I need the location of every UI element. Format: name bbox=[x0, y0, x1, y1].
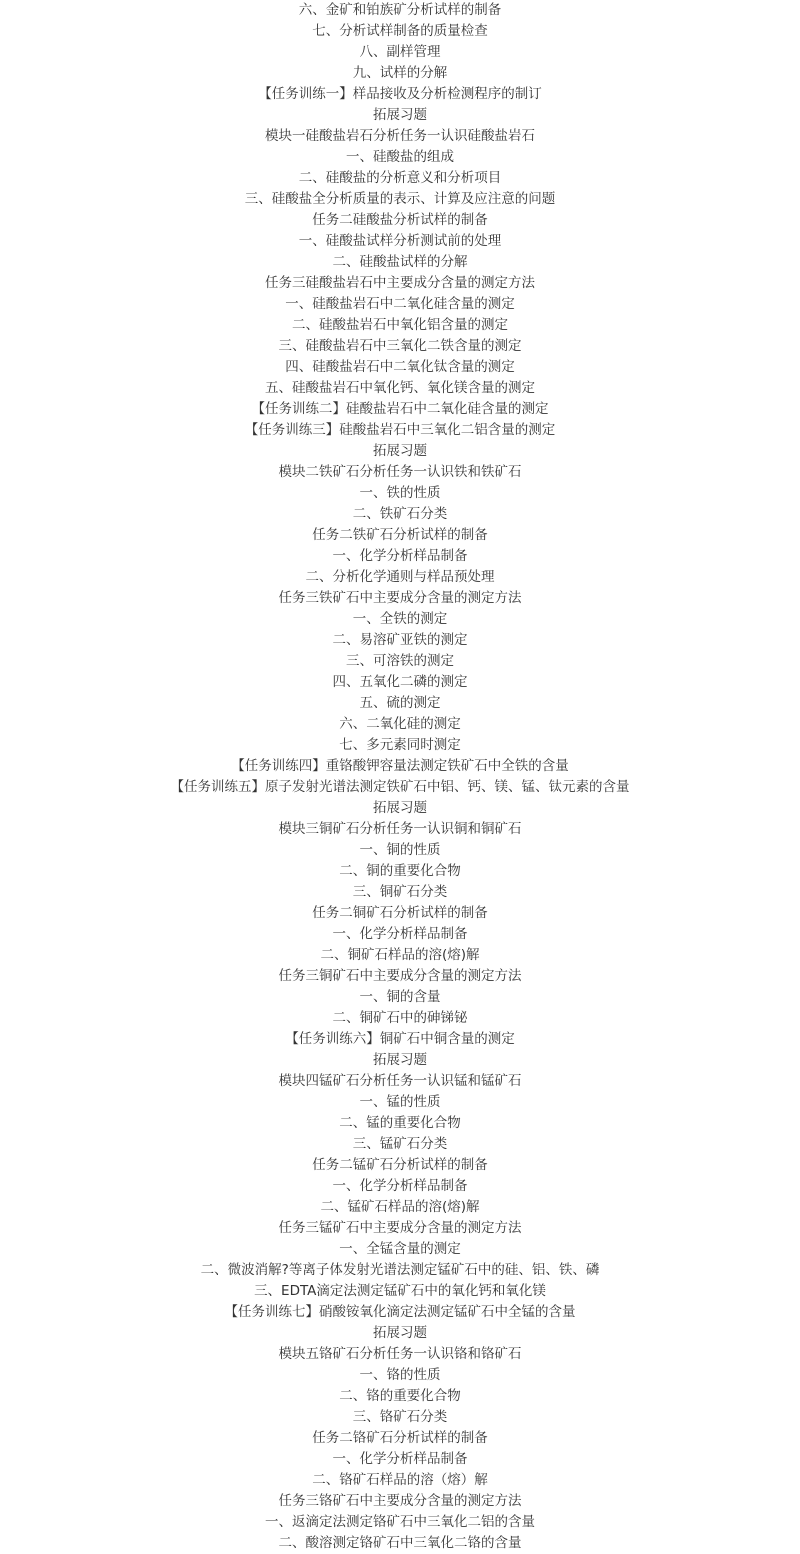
toc-item: 二、铬的重要化合物 bbox=[339, 1388, 461, 1404]
toc-item: 一、铜的性质 bbox=[359, 842, 441, 858]
toc-item: 【任务训练一】样品接收及分析检测程序的制订 bbox=[258, 86, 542, 102]
toc-item: 三、EDTA滴定法测定锰矿石中的氧化钙和氧化镁 bbox=[254, 1283, 546, 1299]
toc-item: 六、金矿和铂族矿分析试样的制备 bbox=[298, 2, 502, 18]
toc-item: 任务二硅酸盐分析试样的制备 bbox=[312, 212, 488, 228]
toc-item: 任务二铬矿石分析试样的制备 bbox=[312, 1430, 488, 1446]
toc-item: 二、铜矿石样品的溶(熔)解 bbox=[320, 947, 480, 963]
toc-item: 一、全铁的测定 bbox=[352, 611, 448, 627]
toc-item: 【任务训练二】硅酸盐岩石中二氧化硅含量的测定 bbox=[251, 401, 549, 417]
toc-item: 二、铜矿石中的砷锑铋 bbox=[332, 1010, 468, 1026]
toc-item: 拓展习题 bbox=[373, 107, 427, 123]
toc-item: 一、硅酸盐试样分析测试前的处理 bbox=[298, 233, 502, 249]
toc-item: 模块一硅酸盐岩石分析任务一认识硅酸盐岩石 bbox=[265, 128, 535, 144]
toc-item: 二、锰矿石样品的溶(熔)解 bbox=[320, 1199, 480, 1215]
toc-item: 拓展习题 bbox=[373, 1052, 427, 1068]
toc-item: 九、试样的分解 bbox=[352, 65, 448, 81]
toc-item: 三、锰矿石分类 bbox=[352, 1136, 448, 1152]
toc-item: 【任务训练四】重铬酸钾容量法测定铁矿石中全铁的含量 bbox=[231, 758, 569, 774]
toc-item: 一、化学分析样品制备 bbox=[332, 1178, 468, 1194]
toc-item: 七、多元素同时测定 bbox=[339, 737, 461, 753]
toc-item: 三、硅酸盐全分析质量的表示、计算及应注意的问题 bbox=[244, 191, 556, 207]
toc-item: 二、易溶矿亚铁的测定 bbox=[332, 632, 468, 648]
toc-item: 一、铁的性质 bbox=[359, 485, 441, 501]
toc-item: 一、铜的含量 bbox=[359, 989, 441, 1005]
toc-item: 拓展习题 bbox=[373, 1325, 427, 1341]
toc-item: 二、锰的重要化合物 bbox=[339, 1115, 461, 1131]
toc-item: 二、酸溶测定铬矿石中三氧化二铬的含量 bbox=[278, 1535, 522, 1551]
toc-item: 二、分析化学通则与样品预处理 bbox=[305, 569, 495, 585]
toc-item: 任务二锰矿石分析试样的制备 bbox=[312, 1157, 488, 1173]
toc-item: 三、铜矿石分类 bbox=[352, 884, 448, 900]
toc-item: 模块四锰矿石分析任务一认识锰和锰矿石 bbox=[278, 1073, 522, 1089]
toc-item: 三、可溶铁的测定 bbox=[346, 653, 454, 669]
toc-item: 任务三铁矿石中主要成分含量的测定方法 bbox=[278, 590, 522, 606]
toc-item: 【任务训练六】铜矿石中铜含量的测定 bbox=[285, 1031, 515, 1047]
toc-item: 一、化学分析样品制备 bbox=[332, 926, 468, 942]
toc-item: 三、铬矿石分类 bbox=[352, 1409, 448, 1425]
toc-item: 任务二铁矿石分析试样的制备 bbox=[312, 527, 488, 543]
toc-item: 一、全锰含量的测定 bbox=[339, 1241, 461, 1257]
toc-item: 拓展习题 bbox=[373, 800, 427, 816]
toc-item: 一、返滴定法测定铬矿石中三氧化二铝的含量 bbox=[265, 1514, 535, 1530]
toc-item: 任务二铜矿石分析试样的制备 bbox=[312, 905, 488, 921]
toc-item: 四、五氧化二磷的测定 bbox=[332, 674, 468, 690]
toc-item: 二、硅酸盐试样的分解 bbox=[332, 254, 468, 270]
toc-item: 五、硫的测定 bbox=[359, 695, 441, 711]
toc-item: 七、分析试样制备的质量检查 bbox=[312, 23, 488, 39]
toc-item: 一、硅酸盐的组成 bbox=[346, 149, 454, 165]
toc-item: 四、硅酸盐岩石中二氧化钛含量的测定 bbox=[285, 359, 515, 375]
toc-item: 一、化学分析样品制备 bbox=[332, 1451, 468, 1467]
toc-item: 拓展习题 bbox=[373, 443, 427, 459]
toc-item: 模块三铜矿石分析任务一认识铜和铜矿石 bbox=[278, 821, 522, 837]
toc-item: 模块二铁矿石分析任务一认识铁和铁矿石 bbox=[278, 464, 522, 480]
toc-item: 二、铁矿石分类 bbox=[352, 506, 448, 522]
toc-item: 任务三铬矿石中主要成分含量的测定方法 bbox=[278, 1493, 522, 1509]
toc-item: 二、微波消解?等离子体发射光谱法测定锰矿石中的硅、铝、铁、磷 bbox=[200, 1262, 600, 1278]
toc-item: 【任务训练三】硅酸盐岩石中三氧化二铝含量的测定 bbox=[244, 422, 556, 438]
toc-item: 【任务训练七】硝酸铵氧化滴定法测定锰矿石中全锰的含量 bbox=[224, 1304, 576, 1320]
toc-item: 一、化学分析样品制备 bbox=[332, 548, 468, 564]
toc-item: 【任务训练五】原子发射光谱法测定铁矿石中铝、钙、镁、锰、钛元素的含量 bbox=[170, 779, 630, 795]
toc-item: 一、锰的性质 bbox=[359, 1094, 441, 1110]
toc-item: 一、铬的性质 bbox=[359, 1367, 441, 1383]
toc-item: 二、铬矿石样品的溶（熔）解 bbox=[312, 1472, 488, 1488]
toc-item: 二、铜的重要化合物 bbox=[339, 863, 461, 879]
toc-item: 八、副样管理 bbox=[359, 44, 441, 60]
toc-item: 二、硅酸盐岩石中氧化铝含量的测定 bbox=[292, 317, 508, 333]
toc-item: 模块五铬矿石分析任务一认识铬和铬矿石 bbox=[278, 1346, 522, 1362]
toc-item: 五、硅酸盐岩石中氧化钙、氧化镁含量的测定 bbox=[265, 380, 535, 396]
toc-item: 六、二氧化硅的测定 bbox=[339, 716, 461, 732]
toc-item: 任务三硅酸盐岩石中主要成分含量的测定方法 bbox=[265, 275, 535, 291]
toc-item: 任务三锰矿石中主要成分含量的测定方法 bbox=[278, 1220, 522, 1236]
toc-item: 任务三铜矿石中主要成分含量的测定方法 bbox=[278, 968, 522, 984]
toc-item: 一、硅酸盐岩石中二氧化硅含量的测定 bbox=[285, 296, 515, 312]
toc-item: 二、硅酸盐的分析意义和分析项目 bbox=[298, 170, 502, 186]
toc-item: 三、硅酸盐岩石中三氧化二铁含量的测定 bbox=[278, 338, 522, 354]
